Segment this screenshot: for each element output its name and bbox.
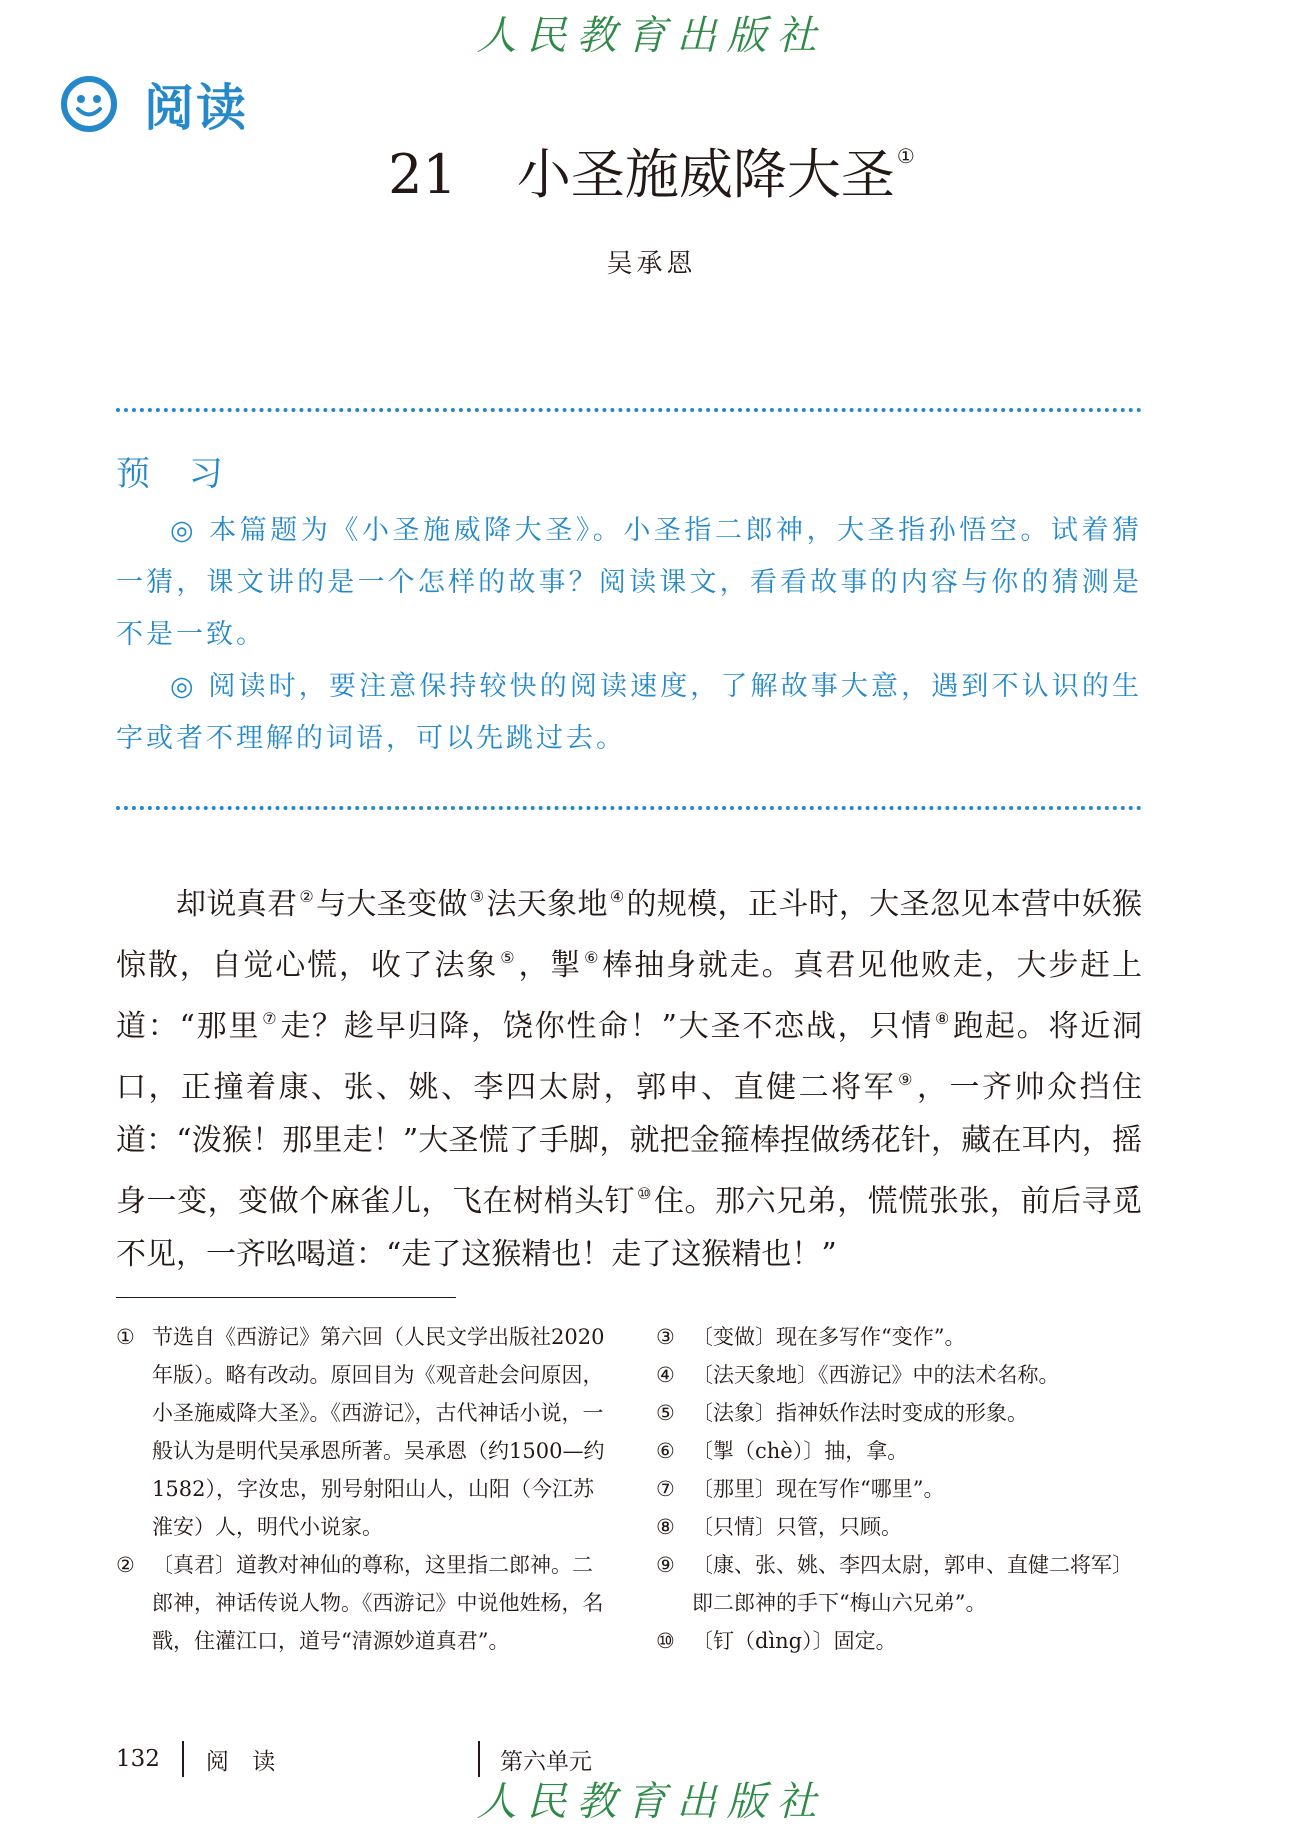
footer-unit: 第六单元 [500, 1748, 592, 1775]
main-text [116, 870, 1142, 1281]
title-footnote-mark: ① [896, 144, 915, 168]
body-text-run: ，掣 [518, 948, 583, 983]
note-mark: ⑥ [584, 948, 601, 967]
footnote [116, 1546, 606, 1660]
footnote [656, 1318, 1146, 1356]
footnote-mark: ④ [656, 1363, 675, 1387]
note-mark: ② [299, 887, 315, 906]
footnote-mark: ⑤ [656, 1401, 675, 1425]
footnote [656, 1470, 1146, 1508]
note-mark: ④ [609, 887, 625, 906]
footnote-text: 〔康、张、姚、李四太尉，郭申、直健二将军〕即二郎神的手下“梅山六兄弟”。 [692, 1553, 1133, 1615]
preview-title: 预 习 [116, 454, 237, 494]
footnote-mark: ⑦ [656, 1477, 675, 1501]
body-text-run: 却说真君 [176, 887, 298, 922]
body-paragraph [116, 870, 1142, 1281]
footnote-text: 节选自《西游记》第六回（人民文学出版社2020年版）。略有改动。原回目为《观音赴会问原因，小圣施威降大圣》。《西游记》，古代神话小说，一般认为是明代吴承恩所著。吴承恩（约1500—约1582），字汝忠，别号射阳山人，山阳（今江苏淮安）人，明代小说家。 [152, 1325, 605, 1539]
footnote-mark: ⑨ [656, 1553, 675, 1577]
footnote [656, 1622, 1146, 1660]
dotted-divider-bottom [116, 806, 1142, 810]
dotted-divider-top [116, 408, 1142, 412]
footnote-mark: ③ [656, 1325, 675, 1349]
body-text-run: 的规模，正斗时，大圣忽见本营中妖猴惊散，自觉心慌，收了法象 [116, 887, 1143, 983]
page-number: 132 [116, 1746, 160, 1772]
footnote-mark: ① [116, 1325, 135, 1349]
footnote-text: 〔只情〕只管，只顾。 [692, 1515, 902, 1539]
body-text-run: ，一齐帅众挡住道：“泼猴！那里走！”大圣慌了手脚，就把金箍棒捏做绣花针，藏在耳内，摇身一变，变做个麻雀儿，飞在树梢头钉 [116, 1070, 1143, 1219]
footnote [656, 1394, 1146, 1432]
body-text-run: 棒抽身就走。真君见他败走，大步赶上道：“那里 [116, 948, 1143, 1044]
note-mark: ⑩ [637, 1184, 652, 1203]
footer-section: 阅 读 [205, 1748, 284, 1775]
footnote-mark: ⑧ [656, 1515, 675, 1539]
body-text-run: 走？趁早归降，饶你性命！”大圣不恋战，只情 [280, 1009, 934, 1044]
footnote [116, 1318, 606, 1546]
footnote-mark: ⑥ [656, 1439, 675, 1463]
footnote [656, 1546, 1146, 1622]
footnote-text: 〔变做〕现在多写作“变作”。 [692, 1325, 966, 1349]
footnote [656, 1432, 1146, 1470]
section-label: 阅读 [144, 79, 248, 137]
publisher-logo-bottom: 人民教育出版社 [476, 1779, 827, 1825]
footnote-text: 〔钉（dìng）〕固定。 [692, 1629, 897, 1653]
preview-item: ◎ 本篇题为《小圣施威降大圣》。小圣指二郎神，大圣指孙悟空。试着猜一猜，课文讲的是一个怎样的故事？阅读课文，看看故事的内容与你的猜测是不是一致。 [116, 515, 1142, 650]
note-mark: ⑨ [898, 1070, 915, 1089]
footnotes-right-column [656, 1318, 1146, 1660]
footnote-rule [116, 1297, 456, 1298]
publisher-logo-top: 人民教育出版社 [476, 13, 827, 59]
section-header [60, 68, 248, 140]
footnote-text: 〔那里〕现在写作“哪里”。 [692, 1477, 945, 1501]
footnote-text: 〔法象〕指神妖作法时变成的形象。 [692, 1401, 1028, 1425]
smiley-icon [60, 75, 118, 133]
preview-item: ◎ 阅读时，要注意保持较快的阅读速度，了解故事大意，遇到不认识的生字或者不理解的词语，可以先跳过去。 [116, 671, 1142, 754]
footnote-text: 〔真君〕道教对神仙的尊称，这里指二郎神。二郎神，神话传说人物。《西游记》中说他姓杨，名戬，住灌江口，道号“清源妙道真君”。 [152, 1553, 604, 1653]
lesson-number: 21 [388, 143, 457, 206]
footnote-mark: ② [116, 1553, 135, 1577]
body-text-run: 与大圣变做 [316, 887, 468, 922]
footnote-text: 〔法天象地〕《西游记》中的法术名称。 [692, 1363, 1060, 1387]
author: 吴承恩 [606, 249, 697, 279]
footnote [656, 1508, 1146, 1546]
footnote-text: 〔掣（chè）〕抽，拿。 [692, 1439, 909, 1463]
body-text-run: 跑起。将近洞口，正撞着康、张、姚、李四太尉，郭申、直健二将军 [116, 1009, 1143, 1105]
lesson-title-text: 小圣施威降大圣 [516, 143, 895, 206]
footnote-mark: ⑩ [656, 1629, 675, 1653]
note-mark: ⑦ [262, 1009, 279, 1028]
note-mark: ⑤ [500, 948, 517, 967]
preview-box [116, 446, 1142, 765]
note-mark: ⑧ [935, 1009, 952, 1028]
body-text-run: 住。那六兄弟，慌慌张张，前后寻觅不见，一齐吆喝道：“走了这猴精也！走了这猴精也！” [116, 1184, 1143, 1272]
body-text-run: 法天象地 [486, 887, 608, 922]
note-mark: ③ [469, 887, 485, 906]
lesson-title [0, 132, 1303, 209]
footnote [656, 1356, 1146, 1394]
footnotes-left-column [116, 1318, 606, 1660]
